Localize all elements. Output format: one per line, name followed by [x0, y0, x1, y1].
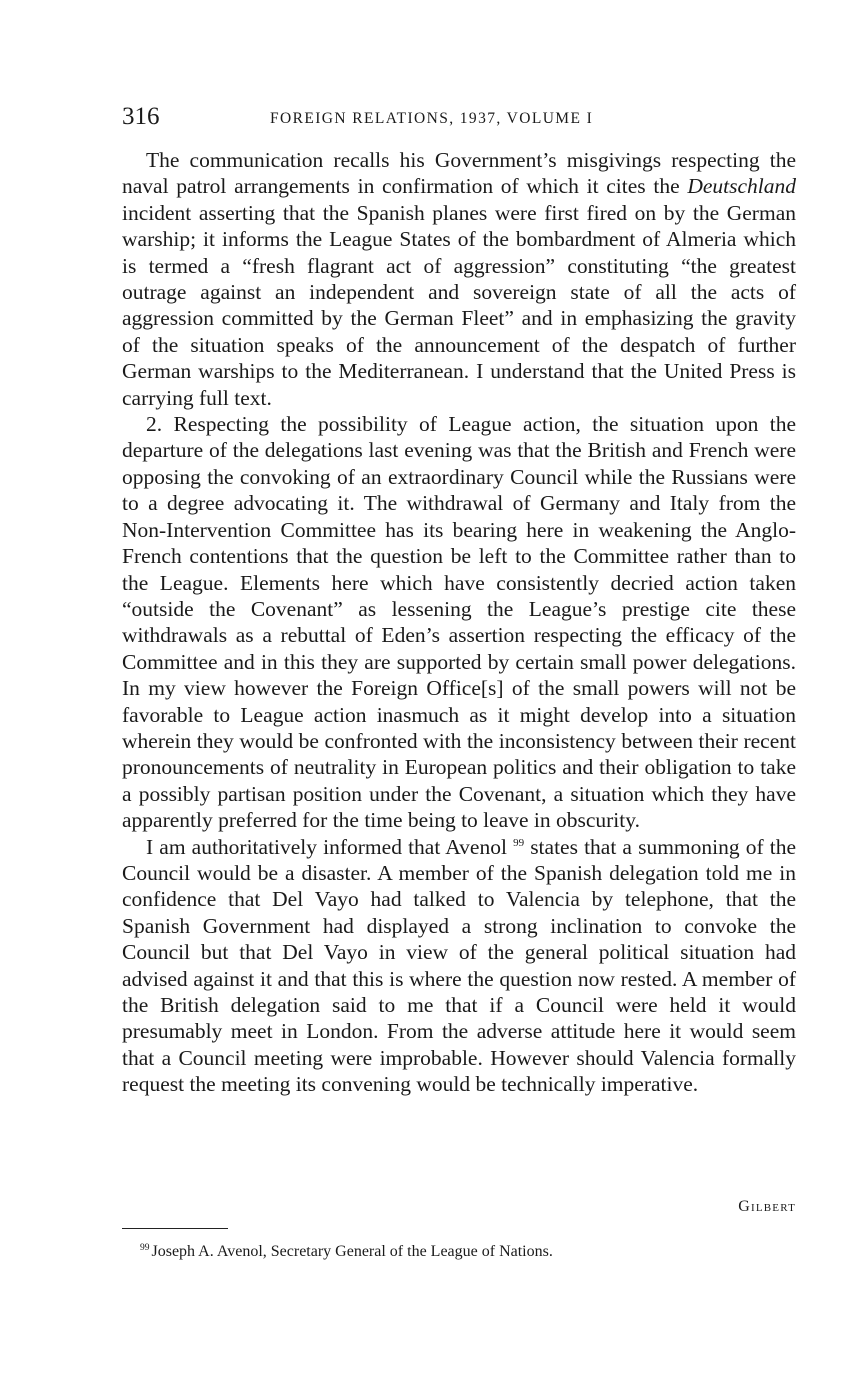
paragraph-communication	[122, 147, 796, 411]
document-body	[122, 147, 796, 1098]
paragraph-text: I am authoritatively informed that Avenol	[146, 834, 507, 859]
paragraph-text: incident asserting that the Spanish planes were first fired on by the German warship; it informs the League States of the bombardment of Almeria which is termed a “fresh flagrant act of aggression” constituting “the greatest outrage against an independent and sovereign state of all the acts of aggression committed by the German Fleet” and in emphasizing the gravity of the situation speaks of the announcement of the despatch of further German warships to the Mediterranean. I understand that the United Press is carrying full text.	[122, 200, 796, 410]
footnote-marker: 99	[140, 1243, 150, 1253]
footnote	[140, 1240, 553, 1264]
footnote-divider	[122, 1228, 228, 1229]
footnote-reference[interactable]: 99	[513, 836, 525, 849]
signature: Gilbert	[738, 1198, 796, 1215]
footnote-text: Joseph A. Avenol, Secretary General of the League of Nations.	[151, 1243, 553, 1260]
running-title: FOREIGN RELATIONS, 1937, VOLUME I	[270, 110, 594, 127]
ship-name: Deutschland	[687, 174, 796, 199]
paragraph-text: The communication recalls his Government’s misgivings respecting the naval patrol arrangements in confirmation of which it cites the	[122, 148, 796, 199]
running-head	[122, 100, 796, 134]
paragraph-league-action: 2. Respecting the possibility of League action, the situation upon the departure of the delegations last evening was that the British and French were opposing the convoking of an extraordinary Council while the Russians were to a degree advocating it. The withdrawal of Germany and Italy from the Non-Intervention Committee has its bearing here in weakening the Anglo-French contentions that the question be left to the Committee rather than to the League. Elements here which have consistently decried action taken “outside the Covenant” as lessening the League’s prestige cite these withdrawals as a rebuttal of Eden’s assertion respecting the efficacy of the Committee and in this they are supported by certain small power delegations. In my view however the Foreign Office[s] of the small powers will not be favorable to League action inasmuch as it might develop into a situation wherein they would be confronted with the inconsistency between their recent pronouncements of neutrality in European politics and their obligation to take a possibly partisan position under the Covenant, a situation which they have apparently preferred for the time being to leave in obscurity.	[122, 412, 796, 833]
page-number: 316	[122, 103, 160, 130]
paragraph-text: states that a summoning of the Council would be a disaster. A member of the Spanish delegation told me in confidence that Del Vayo had talked to Valencia by telephone, that the Spanish Government had displayed a strong inclination to convoke the Council but that Del Vayo in view of the general political situation had advised against it and that this is where the question now rested. A member of the British delegation said to me that if a Council were held it would presumably meet in London. From the adverse attitude here it would seem that a Council meeting were improbable. However should Valencia formally request the meeting its convening would be technically imperative.	[122, 834, 797, 1097]
paragraph-avenol	[122, 834, 796, 1098]
